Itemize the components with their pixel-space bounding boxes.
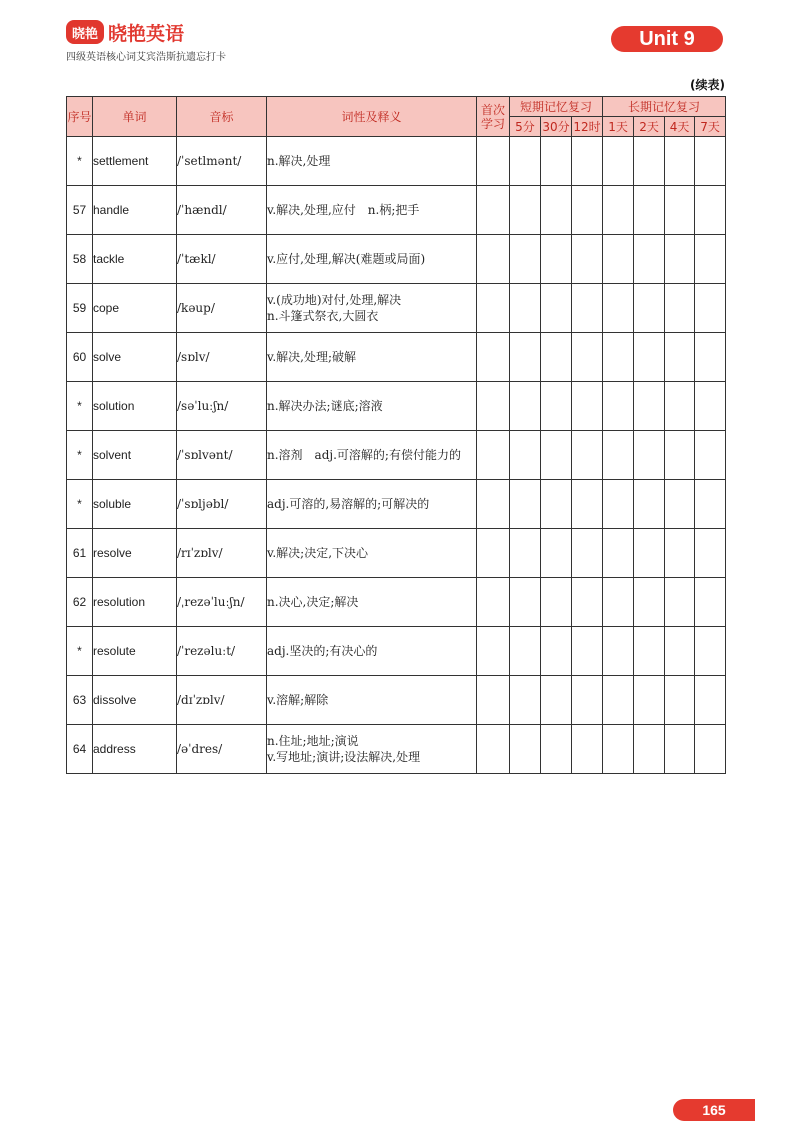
checkbox-cell[interactable] bbox=[541, 137, 572, 186]
table-row bbox=[67, 627, 726, 676]
row-index: 61 bbox=[67, 529, 93, 578]
table-row bbox=[67, 480, 726, 529]
definition-line: v.解决,处理;破解 bbox=[267, 350, 357, 364]
checkbox-cell[interactable] bbox=[665, 676, 695, 725]
table-row bbox=[67, 431, 726, 480]
checkbox-cell[interactable] bbox=[572, 676, 603, 725]
checkbox-cell[interactable] bbox=[572, 284, 603, 333]
checkbox-cell[interactable] bbox=[603, 676, 634, 725]
checkbox-cell[interactable] bbox=[695, 480, 726, 529]
row-word: settlement bbox=[93, 137, 177, 186]
checkbox-cell[interactable] bbox=[695, 529, 726, 578]
checkbox-cell[interactable] bbox=[634, 186, 665, 235]
row-definition bbox=[267, 284, 477, 333]
checkbox-cell[interactable] bbox=[603, 431, 634, 480]
row-definition bbox=[267, 431, 477, 480]
unit-badge: Unit 9 bbox=[611, 26, 723, 52]
checkbox-cell[interactable] bbox=[634, 137, 665, 186]
row-word: solve bbox=[93, 333, 177, 382]
row-word: tackle bbox=[93, 235, 177, 284]
checkbox-cell[interactable] bbox=[572, 382, 603, 431]
header-5min: 5分 bbox=[510, 117, 541, 137]
header-4day: 4天 bbox=[665, 117, 695, 137]
definition-line: v.写地址;演讲;设法解决,处理 bbox=[267, 750, 421, 764]
definition-line: v.应付,处理,解决(难题或局面) bbox=[267, 252, 426, 266]
checkbox-cell[interactable] bbox=[477, 382, 510, 431]
row-index: 58 bbox=[67, 235, 93, 284]
header-first-study: 首次学习 bbox=[477, 97, 510, 137]
row-index: * bbox=[67, 627, 93, 676]
checkbox-cell[interactable] bbox=[634, 627, 665, 676]
row-phonetic: /dɪˈzɒlv/ bbox=[177, 676, 267, 725]
row-definition bbox=[267, 578, 477, 627]
checkbox-cell[interactable] bbox=[510, 284, 541, 333]
row-phonetic: /kəup/ bbox=[177, 284, 267, 333]
checkbox-cell[interactable] bbox=[695, 235, 726, 284]
row-phonetic: /ˈrezəluːt/ bbox=[177, 627, 267, 676]
checkbox-cell[interactable] bbox=[634, 676, 665, 725]
continued-label: (续表) bbox=[690, 78, 725, 92]
table-row bbox=[67, 284, 726, 333]
header-phonetic: 音标 bbox=[177, 97, 267, 137]
checkbox-cell[interactable] bbox=[510, 137, 541, 186]
checkbox-cell[interactable] bbox=[477, 333, 510, 382]
checkbox-cell[interactable] bbox=[477, 529, 510, 578]
header-12h: 12时 bbox=[572, 117, 603, 137]
page-subtitle: 四级英语核心词艾宾浩斯抗遗忘打卡 bbox=[66, 52, 226, 63]
checkbox-cell[interactable] bbox=[695, 284, 726, 333]
checkbox-cell[interactable] bbox=[695, 186, 726, 235]
checkbox-cell[interactable] bbox=[510, 431, 541, 480]
definition-line: n.溶剂 adj.可溶解的;有偿付能力的 bbox=[267, 448, 461, 462]
checkbox-cell[interactable] bbox=[510, 529, 541, 578]
checkbox-cell[interactable] bbox=[634, 578, 665, 627]
row-index: * bbox=[67, 431, 93, 480]
row-definition bbox=[267, 186, 477, 235]
checkbox-cell[interactable] bbox=[603, 382, 634, 431]
checkbox-cell[interactable] bbox=[510, 480, 541, 529]
page-number: 165 bbox=[673, 1099, 755, 1121]
checkbox-cell[interactable] bbox=[634, 235, 665, 284]
row-word: resolve bbox=[93, 529, 177, 578]
definition-line: n.解决办法;谜底;溶液 bbox=[267, 399, 383, 413]
checkbox-cell[interactable] bbox=[695, 431, 726, 480]
checkbox-cell[interactable] bbox=[603, 186, 634, 235]
header-7day: 7天 bbox=[695, 117, 726, 137]
brand-logo: 晓艳 bbox=[66, 20, 104, 44]
header-2day: 2天 bbox=[634, 117, 665, 137]
checkbox-cell[interactable] bbox=[510, 186, 541, 235]
checkbox-cell[interactable] bbox=[695, 725, 726, 774]
header-short-term: 短期记忆复习 bbox=[510, 97, 603, 117]
row-word: resolute bbox=[93, 627, 177, 676]
row-definition bbox=[267, 333, 477, 382]
checkbox-cell[interactable] bbox=[634, 480, 665, 529]
row-index: 64 bbox=[67, 725, 93, 774]
definition-line: v.解决,处理,应付 n.柄;把手 bbox=[267, 203, 420, 217]
checkbox-cell[interactable] bbox=[477, 137, 510, 186]
row-definition bbox=[267, 725, 477, 774]
row-index: 63 bbox=[67, 676, 93, 725]
definition-line: v.溶解;解除 bbox=[267, 693, 329, 707]
checkbox-cell[interactable] bbox=[477, 284, 510, 333]
table-row bbox=[67, 235, 726, 284]
table-row bbox=[67, 333, 726, 382]
checkbox-cell[interactable] bbox=[603, 578, 634, 627]
checkbox-cell[interactable] bbox=[510, 578, 541, 627]
row-definition bbox=[267, 529, 477, 578]
checkbox-cell[interactable] bbox=[603, 627, 634, 676]
checkbox-cell[interactable] bbox=[665, 382, 695, 431]
checkbox-cell[interactable] bbox=[477, 627, 510, 676]
brand-name: 晓艳英语 bbox=[108, 23, 185, 45]
row-word: handle bbox=[93, 186, 177, 235]
checkbox-cell[interactable] bbox=[510, 676, 541, 725]
row-definition bbox=[267, 676, 477, 725]
checkbox-cell[interactable] bbox=[634, 284, 665, 333]
checkbox-cell[interactable] bbox=[541, 186, 572, 235]
checkbox-cell[interactable] bbox=[665, 235, 695, 284]
checkbox-cell[interactable] bbox=[572, 529, 603, 578]
checkbox-cell[interactable] bbox=[603, 137, 634, 186]
row-phonetic: /ˈsetlmənt/ bbox=[177, 137, 267, 186]
definition-line: n.决心,决定;解决 bbox=[267, 595, 359, 609]
row-index: * bbox=[67, 137, 93, 186]
header-index: 序号 bbox=[67, 97, 93, 137]
checkbox-cell[interactable] bbox=[510, 627, 541, 676]
row-index: * bbox=[67, 480, 93, 529]
definition-line: adj.坚决的;有决心的 bbox=[267, 644, 378, 658]
checkbox-cell[interactable] bbox=[665, 529, 695, 578]
checkbox-cell[interactable] bbox=[572, 235, 603, 284]
row-phonetic: /sɒlv/ bbox=[177, 333, 267, 382]
checkbox-cell[interactable] bbox=[572, 137, 603, 186]
row-word: resolution bbox=[93, 578, 177, 627]
checkbox-cell[interactable] bbox=[603, 725, 634, 774]
row-phonetic: /ˈsɒljəbl/ bbox=[177, 480, 267, 529]
header-word: 单词 bbox=[93, 97, 177, 137]
checkbox-cell[interactable] bbox=[477, 186, 510, 235]
table-row bbox=[67, 186, 726, 235]
table-row bbox=[67, 725, 726, 774]
checkbox-cell[interactable] bbox=[477, 431, 510, 480]
definition-line: v.(成功地)对付,处理,解决 bbox=[267, 293, 402, 307]
definition-line: n.斗篷式祭衣,大圆衣 bbox=[267, 309, 379, 323]
row-word: dissolve bbox=[93, 676, 177, 725]
header-30min: 30分 bbox=[541, 117, 572, 137]
checkbox-cell[interactable] bbox=[477, 480, 510, 529]
checkbox-cell[interactable] bbox=[603, 480, 634, 529]
table-row bbox=[67, 529, 726, 578]
checkbox-cell[interactable] bbox=[665, 186, 695, 235]
definition-line: v.解决;决定,下决心 bbox=[267, 546, 369, 560]
checkbox-cell[interactable] bbox=[541, 333, 572, 382]
checkbox-cell[interactable] bbox=[634, 431, 665, 480]
row-definition bbox=[267, 137, 477, 186]
definition-line: adj.可溶的,易溶解的;可解决的 bbox=[267, 497, 430, 511]
row-definition bbox=[267, 235, 477, 284]
row-phonetic: /ˌrezəˈluːʃn/ bbox=[177, 578, 267, 627]
checkbox-cell[interactable] bbox=[695, 627, 726, 676]
checkbox-cell[interactable] bbox=[603, 333, 634, 382]
row-phonetic: /səˈluːʃn/ bbox=[177, 382, 267, 431]
checkbox-cell[interactable] bbox=[541, 627, 572, 676]
checkbox-cell[interactable] bbox=[695, 676, 726, 725]
checkbox-cell[interactable] bbox=[541, 676, 572, 725]
checkbox-cell[interactable] bbox=[665, 333, 695, 382]
checkbox-cell[interactable] bbox=[510, 333, 541, 382]
checkbox-cell[interactable] bbox=[695, 578, 726, 627]
checkbox-cell[interactable] bbox=[665, 284, 695, 333]
checkbox-cell[interactable] bbox=[603, 529, 634, 578]
checkbox-cell[interactable] bbox=[572, 333, 603, 382]
checkbox-cell[interactable] bbox=[510, 235, 541, 284]
checkbox-cell[interactable] bbox=[510, 382, 541, 431]
checkbox-cell[interactable] bbox=[541, 529, 572, 578]
vocabulary-table bbox=[66, 96, 726, 774]
checkbox-cell[interactable] bbox=[665, 725, 695, 774]
row-index: 62 bbox=[67, 578, 93, 627]
row-phonetic: /ˈsɒlvənt/ bbox=[177, 431, 267, 480]
row-definition bbox=[267, 382, 477, 431]
checkbox-cell[interactable] bbox=[541, 382, 572, 431]
checkbox-cell[interactable] bbox=[695, 333, 726, 382]
row-index: 59 bbox=[67, 284, 93, 333]
table-row bbox=[67, 382, 726, 431]
table-row bbox=[67, 676, 726, 725]
row-phonetic: /ˈtækl/ bbox=[177, 235, 267, 284]
checkbox-cell[interactable] bbox=[665, 431, 695, 480]
definition-line: n.解决,处理 bbox=[267, 154, 331, 168]
checkbox-cell[interactable] bbox=[541, 431, 572, 480]
row-word: soluble bbox=[93, 480, 177, 529]
row-index: * bbox=[67, 382, 93, 431]
row-phonetic: /əˈdres/ bbox=[177, 725, 267, 774]
checkbox-cell[interactable] bbox=[695, 137, 726, 186]
row-phonetic: /rɪˈzɒlv/ bbox=[177, 529, 267, 578]
checkbox-cell[interactable] bbox=[572, 578, 603, 627]
row-word: cope bbox=[93, 284, 177, 333]
checkbox-cell[interactable] bbox=[695, 382, 726, 431]
table-row bbox=[67, 137, 726, 186]
checkbox-cell[interactable] bbox=[665, 627, 695, 676]
row-index: 60 bbox=[67, 333, 93, 382]
table-row bbox=[67, 578, 726, 627]
checkbox-cell[interactable] bbox=[603, 284, 634, 333]
checkbox-cell[interactable] bbox=[665, 137, 695, 186]
header-definition: 词性及释义 bbox=[267, 97, 477, 137]
row-word: address bbox=[93, 725, 177, 774]
checkbox-cell[interactable] bbox=[634, 529, 665, 578]
checkbox-cell[interactable] bbox=[477, 725, 510, 774]
checkbox-cell[interactable] bbox=[665, 578, 695, 627]
checkbox-cell[interactable] bbox=[572, 480, 603, 529]
checkbox-cell[interactable] bbox=[665, 480, 695, 529]
checkbox-cell[interactable] bbox=[572, 431, 603, 480]
checkbox-cell[interactable] bbox=[477, 235, 510, 284]
header-long-term: 长期记忆复习 bbox=[603, 97, 726, 117]
checkbox-cell[interactable] bbox=[634, 725, 665, 774]
row-word: solvent bbox=[93, 431, 177, 480]
checkbox-cell[interactable] bbox=[541, 725, 572, 774]
checkbox-cell[interactable] bbox=[541, 284, 572, 333]
checkbox-cell[interactable] bbox=[603, 235, 634, 284]
row-phonetic: /ˈhændl/ bbox=[177, 186, 267, 235]
header-1day: 1天 bbox=[603, 117, 634, 137]
checkbox-cell[interactable] bbox=[510, 725, 541, 774]
checkbox-cell[interactable] bbox=[477, 578, 510, 627]
checkbox-cell[interactable] bbox=[634, 382, 665, 431]
row-word: solution bbox=[93, 382, 177, 431]
checkbox-cell[interactable] bbox=[572, 186, 603, 235]
checkbox-cell[interactable] bbox=[634, 333, 665, 382]
checkbox-cell[interactable] bbox=[541, 480, 572, 529]
checkbox-cell[interactable] bbox=[572, 725, 603, 774]
checkbox-cell[interactable] bbox=[541, 235, 572, 284]
row-definition bbox=[267, 480, 477, 529]
checkbox-cell[interactable] bbox=[477, 676, 510, 725]
checkbox-cell[interactable] bbox=[541, 578, 572, 627]
row-index: 57 bbox=[67, 186, 93, 235]
checkbox-cell[interactable] bbox=[572, 627, 603, 676]
row-definition bbox=[267, 627, 477, 676]
definition-line: n.住址;地址;演说 bbox=[267, 734, 359, 748]
